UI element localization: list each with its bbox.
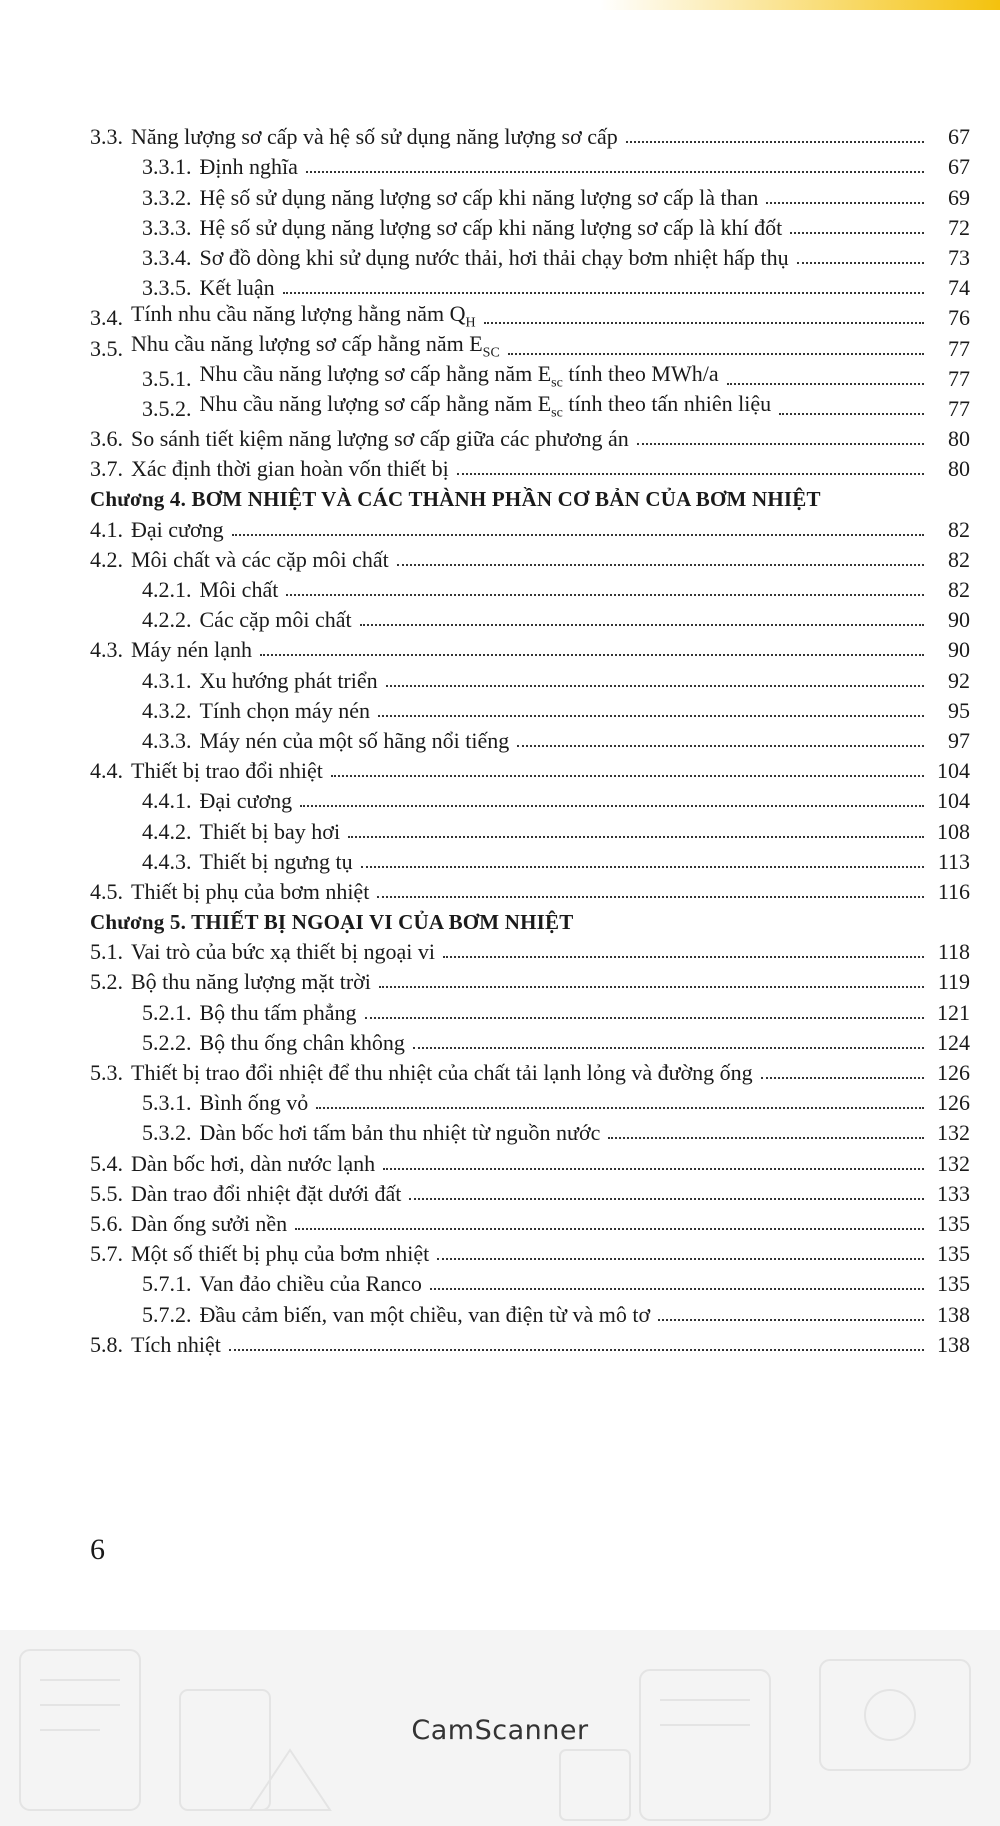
dot-leader — [517, 745, 924, 747]
toc-entry-number: 3.5.2. — [142, 395, 192, 421]
toc-entry-page: 118 — [937, 939, 970, 965]
toc-entry-number: 3.5. — [90, 335, 123, 361]
toc-entry-number: 5.1. — [90, 939, 123, 965]
toc-entry-title: Nhu cầu năng lượng sơ cấp hằng năm $E_{sc}$ tính theo tấn nhiên liệu — [199, 391, 772, 421]
toc-entry-number: 4.4. — [90, 758, 123, 784]
dot-leader — [260, 654, 924, 656]
toc-entry-title: Bình ống vỏ — [199, 1090, 309, 1116]
dot-leader — [379, 986, 924, 988]
toc-entry-title: Đại cương — [199, 788, 293, 814]
toc-entry — [90, 1267, 970, 1297]
toc-entry — [90, 935, 970, 965]
toc-entry-title: Máy nén của một số hãng nổi tiếng — [199, 727, 510, 753]
toc-entry — [90, 1026, 970, 1056]
toc-entry-page: 133 — [937, 1180, 970, 1206]
toc-entry — [90, 180, 970, 210]
dot-leader — [377, 896, 924, 898]
toc-entry-page: 126 — [937, 1090, 970, 1116]
toc-entry-title: Tính nhu cầu năng lượng hằng năm $Q_H$ — [131, 300, 476, 331]
toc-entry-number: 4.2.1. — [142, 577, 192, 602]
toc-entry-number: 4.3.3. — [142, 727, 192, 753]
toc-entry-page: 108 — [937, 818, 970, 844]
toc-entry-number: 3.3.4. — [142, 244, 192, 270]
dot-leader — [637, 443, 924, 445]
dot-leader — [378, 715, 924, 717]
toc-chapter-heading — [90, 905, 970, 935]
dot-leader — [383, 1168, 924, 1170]
toc-entry-number: 5.5. — [90, 1180, 123, 1206]
toc-entry-title: Vai trò của bức xạ thiết bị ngoại vi — [131, 939, 435, 965]
toc-entry — [90, 392, 970, 422]
toc-entry-page: 132 — [937, 1150, 970, 1176]
toc-entry-page: 73 — [948, 244, 970, 270]
toc-entry-page: 138 — [937, 1331, 970, 1357]
toc-entry — [90, 452, 970, 482]
toc-entry-page: 121 — [937, 999, 970, 1025]
toc-entry-number: 3.7. — [90, 456, 123, 482]
toc-entry-number: 3.6. — [90, 426, 123, 452]
dot-leader — [283, 292, 924, 294]
toc-entry — [90, 241, 970, 271]
toc-entry-number: 5.7. — [90, 1241, 123, 1267]
toc-entry-title: Chương 5. THIẾT BỊ NGOẠI VI CỦA BƠM NHIỆT — [90, 910, 574, 935]
dot-leader — [306, 171, 924, 173]
dot-leader — [331, 775, 924, 777]
toc-entry-title: Tích nhiệt — [131, 1331, 221, 1357]
toc-entry-number: 5.2. — [90, 969, 123, 995]
dot-leader — [658, 1319, 924, 1321]
subscript: sc — [551, 375, 563, 391]
toc-entry — [90, 512, 970, 542]
toc-entry-title: Một số thiết bị phụ của bơm nhiệt — [131, 1241, 430, 1267]
toc-entry-page: 104 — [937, 788, 970, 814]
toc-entry-number: 5.3.1. — [142, 1090, 192, 1116]
toc-entry — [90, 694, 970, 724]
toc-entry-title: Thiết bị phụ của bơm nhiệt — [131, 878, 370, 904]
toc-entry-title: Các cặp môi chất — [199, 607, 352, 633]
toc-entry — [90, 633, 970, 663]
toc-entry-number: 4.3. — [90, 637, 123, 663]
toc-entry-page: 80 — [948, 426, 970, 452]
toc-entry-page: 126 — [937, 1060, 970, 1085]
toc-entry-number: 5.7.1. — [142, 1271, 192, 1297]
dot-leader — [286, 594, 924, 596]
toc-entry-title: Môi chất — [199, 577, 279, 602]
toc-entry-page: 77 — [948, 395, 970, 421]
toc-entry-number: 3.3.1. — [142, 154, 192, 180]
toc-entry-page: 74 — [948, 275, 970, 301]
toc-entry — [90, 543, 970, 573]
dot-leader — [413, 1047, 924, 1049]
toc-entry-number: 5.2.2. — [142, 1029, 192, 1055]
toc-entry-title: Kết luận — [199, 275, 275, 301]
toc-entry-number: 4.4.3. — [142, 848, 192, 874]
toc-entry-title: Nhu cầu năng lượng sơ cấp hằng năm $E_{sc}$ tính theo MWh/a — [199, 361, 719, 391]
toc-entry-page: 82 — [948, 546, 970, 572]
yellow-edge-tint — [600, 0, 1000, 10]
toc-entry-title: Chương 4. BƠM NHIỆT VÀ CÁC THÀNH PHẦN CƠ BẢN CỦA BƠM NHIỆT — [90, 487, 821, 512]
toc-entry-number: 4.4.2. — [142, 818, 192, 844]
toc-entry-title: Môi chất và các cặp môi chất — [131, 546, 389, 572]
toc-entry — [90, 1237, 970, 1267]
page-number: 6 — [90, 1533, 105, 1566]
subscript: sc — [551, 405, 563, 421]
toc-entry — [90, 724, 970, 754]
toc-entry — [90, 1328, 970, 1358]
toc-entry-page: 135 — [937, 1210, 970, 1236]
toc-entry-title: Bộ thu ống chân không — [199, 1029, 405, 1055]
toc-entry-title: Nhu cầu năng lượng sơ cấp hằng năm $E_{SC}$ — [131, 331, 500, 361]
toc-entry-title: Dàn bốc hơi tấm bản thu nhiệt từ nguồn nước — [199, 1120, 601, 1146]
toc-entry-page: 97 — [948, 727, 970, 753]
toc-entry — [90, 422, 970, 452]
toc-entry — [90, 1116, 970, 1146]
toc-entry-title: Dàn trao đổi nhiệt đặt dưới đất — [131, 1180, 402, 1206]
dot-leader — [386, 685, 924, 687]
toc-entry-number: 3.4. — [90, 305, 123, 331]
toc-entry-page: 138 — [937, 1301, 970, 1327]
dot-leader — [790, 232, 924, 234]
toc-entry-title: Xu hướng phát triển — [199, 667, 378, 693]
toc-entry-title: Tính chọn máy nén — [199, 697, 370, 723]
toc-entry — [90, 1297, 970, 1327]
dot-leader — [766, 202, 924, 204]
toc-entry — [90, 1207, 970, 1237]
toc-entry — [90, 211, 970, 241]
dot-leader — [365, 1017, 924, 1019]
toc-entry-page: 135 — [937, 1241, 970, 1267]
toc-entry-page: 77 — [948, 335, 970, 361]
toc-entry-title: Sơ đồ dòng khi sử dụng nước thải, hơi thải chạy bơm nhiệt hấp thụ — [199, 244, 789, 270]
toc-entry-title: Thiết bị ngưng tụ — [199, 848, 353, 874]
toc-entry — [90, 784, 970, 814]
toc-entry-number: 5.3.2. — [142, 1120, 192, 1146]
toc-entry-page: 124 — [937, 1029, 970, 1055]
toc-entry-title: Đại cương — [131, 516, 224, 542]
toc-entry — [90, 754, 970, 784]
toc-entry-page: 76 — [948, 305, 970, 331]
toc-entry — [90, 1177, 970, 1207]
toc-entry — [90, 603, 970, 633]
toc-entry — [90, 1086, 970, 1116]
toc-entry-title: Thiết bị trao đổi nhiệt để thu nhiệt của chất tải lạnh lỏng và đường ống — [131, 1060, 753, 1085]
dot-leader — [316, 1107, 924, 1109]
dot-leader — [409, 1198, 924, 1200]
dot-leader — [761, 1077, 924, 1079]
toc-entry — [90, 814, 970, 844]
toc-entry-title: Hệ số sử dụng năng lượng sơ cấp khi năng lượng sơ cấp là khí đốt — [199, 214, 783, 240]
toc-entry — [90, 1146, 970, 1176]
toc-entry-title: Thiết bị trao đổi nhiệt — [131, 758, 323, 784]
toc-entry — [90, 965, 970, 995]
toc-entry — [90, 301, 970, 331]
toc-entry — [90, 845, 970, 875]
dot-leader — [457, 473, 924, 475]
dot-leader — [295, 1228, 924, 1230]
toc-entry-title: Đầu cảm biến, van một chiều, van điện từ và mô tơ — [199, 1301, 651, 1327]
toc-chapter-heading — [90, 482, 970, 512]
dot-leader — [361, 866, 924, 868]
subscript: SC — [482, 345, 500, 361]
toc-entry-title: Bộ thu năng lượng mặt trời — [131, 969, 371, 995]
toc-entry-number: 5.4. — [90, 1150, 123, 1176]
toc-entry-number: 4.2.2. — [142, 607, 192, 633]
toc-entry-title: So sánh tiết kiệm năng lượng sơ cấp giữa các phương án — [131, 426, 629, 452]
dot-leader — [608, 1137, 924, 1139]
toc-entry-page: 132 — [937, 1120, 970, 1146]
toc-entry-page: 67 — [948, 124, 970, 150]
toc-entry-page: 90 — [948, 637, 970, 663]
toc-entry-title: Van đảo chiều của Ranco — [199, 1271, 422, 1297]
toc-entry-number: 4.1. — [90, 516, 123, 542]
dot-leader — [348, 836, 924, 838]
toc-entry-page: 80 — [948, 456, 970, 482]
toc-entry-title: Thiết bị bay hơi — [199, 818, 341, 844]
toc-entry-page: 119 — [937, 969, 970, 995]
toc-entry-title: Năng lượng sơ cấp và hệ số sử dụng năng lượng sơ cấp — [131, 124, 618, 150]
toc-entry-number: 3.3.2. — [142, 184, 192, 210]
toc-entry — [90, 995, 970, 1025]
toc-entry-title: Bộ thu tấm phẳng — [199, 999, 357, 1025]
camscanner-watermark: CamScanner — [411, 1715, 589, 1746]
toc-entry — [90, 573, 970, 603]
dot-leader — [229, 1349, 924, 1351]
dot-leader — [727, 383, 924, 385]
dot-leader — [232, 534, 924, 536]
toc-entry-number: 4.5. — [90, 878, 123, 904]
dot-leader — [300, 805, 924, 807]
toc-entry-page: 113 — [937, 848, 970, 874]
toc-entry-page: 104 — [937, 758, 970, 784]
toc-entry — [90, 120, 970, 150]
dot-leader — [430, 1288, 924, 1290]
toc-entry-number: 3.3. — [90, 124, 123, 150]
toc-entry-page: 135 — [937, 1271, 970, 1297]
toc-entry-number: 3.5.1. — [142, 365, 192, 391]
toc-entry — [90, 331, 970, 361]
dot-leader — [437, 1258, 924, 1260]
toc-entry-page: 82 — [948, 577, 970, 602]
toc-entry — [90, 1056, 970, 1086]
toc-entry-number: 3.3.5. — [142, 275, 192, 301]
toc-entry-page: 116 — [937, 878, 970, 904]
toc-entry — [90, 362, 970, 392]
toc-entry-page: 69 — [948, 184, 970, 210]
dot-leader — [397, 564, 924, 566]
toc-entry — [90, 875, 970, 905]
toc-entry-title: Định nghĩa — [199, 154, 298, 180]
toc-entry-number: 4.3.2. — [142, 697, 192, 723]
toc-entry-title: Xác định thời gian hoàn vốn thiết bị — [131, 456, 449, 482]
table-of-contents — [90, 120, 970, 1358]
toc-entry-number: 5.6. — [90, 1210, 123, 1236]
dot-leader — [508, 353, 924, 355]
subscript: H — [465, 315, 476, 331]
dot-leader — [779, 413, 924, 415]
toc-entry-number: 4.3.1. — [142, 667, 192, 693]
toc-entry-title: Dàn ống sưởi nền — [131, 1210, 288, 1236]
toc-entry-page: 67 — [948, 154, 970, 180]
toc-entry-number: 5.8. — [90, 1331, 123, 1357]
toc-entry-page: 95 — [948, 697, 970, 723]
toc-entry-title: Máy nén lạnh — [131, 637, 252, 663]
toc-entry-number: 5.3. — [90, 1060, 123, 1085]
dot-leader — [626, 141, 924, 143]
toc-entry-number: 3.3.3. — [142, 214, 192, 240]
toc-entry — [90, 663, 970, 693]
toc-entry-page: 77 — [948, 365, 970, 391]
page-edge — [0, 0, 1000, 10]
toc-entry-page: 82 — [948, 516, 970, 542]
toc-entry-page: 90 — [948, 607, 970, 633]
dot-leader — [360, 624, 924, 626]
toc-entry-title: Hệ số sử dụng năng lượng sơ cấp khi năng lượng sơ cấp là than — [199, 184, 759, 210]
toc-entry-number: 5.7.2. — [142, 1301, 192, 1327]
toc-entry-number: 5.2.1. — [142, 999, 192, 1025]
dot-leader — [484, 322, 924, 324]
toc-entry-number: 4.4.1. — [142, 788, 192, 814]
toc-entry-page: 72 — [948, 214, 970, 240]
toc-entry-title: Dàn bốc hơi, dàn nước lạnh — [131, 1150, 376, 1176]
dot-leader — [797, 262, 924, 264]
scanner-footer — [0, 1630, 1000, 1826]
toc-entry — [90, 150, 970, 180]
toc-entry-page: 92 — [948, 667, 970, 693]
toc-entry — [90, 271, 970, 301]
dot-leader — [443, 956, 924, 958]
toc-entry-number: 4.2. — [90, 546, 123, 572]
